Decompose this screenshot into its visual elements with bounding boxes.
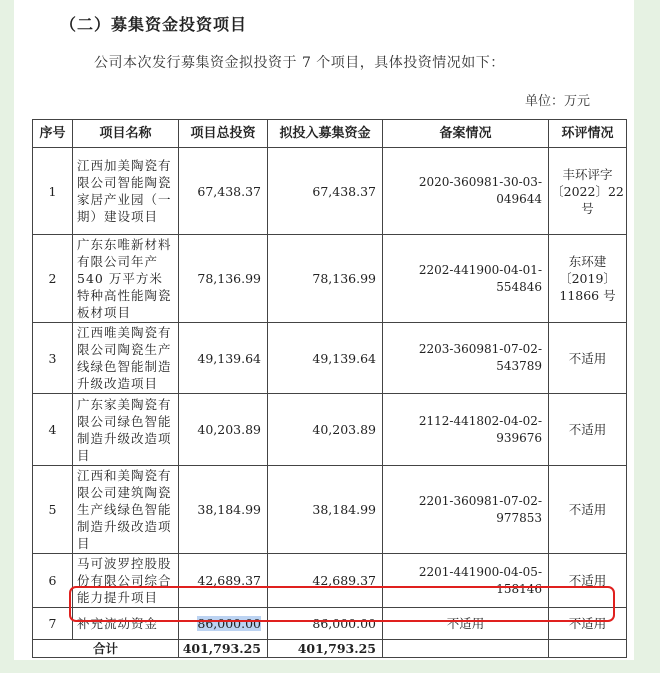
total-record-empty: [383, 640, 549, 658]
cell-total: 40,203.89: [179, 394, 268, 466]
cell-record: 2201-360981-07-02-977853: [383, 466, 549, 554]
cell-total[interactable]: [179, 608, 268, 640]
header-record: 备案情况: [383, 120, 549, 148]
cell-name: 广东家美陶瓷有限公司绿色智能制造升级改造项目: [73, 394, 179, 466]
cell-raised: 86,000.00: [268, 608, 383, 640]
cell-name: 江西加美陶瓷有限公司智能陶瓷家居产业园（一期）建设项目: [73, 148, 179, 235]
cell-raised: 38,184.99: [268, 466, 383, 554]
cell-record: 2201-441900-04-05-158146: [383, 554, 549, 608]
total-env-empty: [549, 640, 627, 658]
cell-raised: 67,438.37: [268, 148, 383, 235]
cell-env: 不适用: [549, 323, 627, 394]
cell-raised: 42,689.37: [268, 554, 383, 608]
cell-total: 42,689.37: [179, 554, 268, 608]
cell-no: 5: [33, 466, 73, 554]
total-raised: 401,793.25: [268, 640, 383, 658]
cell-no: 6: [33, 554, 73, 608]
cell-record: 不适用: [383, 608, 549, 640]
cell-env: 不适用: [549, 608, 627, 640]
cell-no: 7: [33, 608, 73, 640]
cell-total: 78,136.99: [179, 235, 268, 323]
cell-record: 2112-441802-04-02-939676: [383, 394, 549, 466]
cell-record: 2202-441900-04-01-554846: [383, 235, 549, 323]
table-row: [33, 323, 627, 394]
cell-total: 38,184.99: [179, 466, 268, 554]
cell-name: 马可波罗控股股份有限公司综合能力提升项目: [73, 554, 179, 608]
intro-text: 公司本次发行募集资金拟投资于 7 个项目，具体投资情况如下：: [94, 55, 505, 71]
cell-no: 4: [33, 394, 73, 466]
table-row: [33, 608, 627, 640]
cell-total: 49,139.64: [179, 323, 268, 394]
table-row: [33, 148, 627, 235]
table-row: [33, 554, 627, 608]
unit-label: 单位：万元: [524, 94, 590, 109]
cell-name: 江西唯美陶瓷有限公司陶瓷生产线绿色智能制造升级改造项目: [73, 323, 179, 394]
table-row: [33, 466, 627, 554]
cell-env: 东环建〔2019〕11866 号: [549, 235, 627, 323]
header-total: 项目总投资: [179, 120, 268, 148]
cell-total: 67,438.37: [179, 148, 268, 235]
cell-record: 2020-360981-30-03-049644: [383, 148, 549, 235]
cell-no: 2: [33, 235, 73, 323]
header-env: 环评情况: [549, 120, 627, 148]
highlighted-amount[interactable]: 86,000.00: [197, 616, 261, 631]
cell-name: 江西和美陶瓷有限公司建筑陶瓷生产线绿色智能制造升级改造项目: [73, 466, 179, 554]
table-row: [33, 235, 627, 323]
total-label: 合计: [33, 640, 179, 658]
header-raised: 拟投入募集资金: [268, 120, 383, 148]
cell-raised: 49,139.64: [268, 323, 383, 394]
header-no: 序号: [33, 120, 73, 148]
cell-env: 不适用: [549, 394, 627, 466]
cell-env: 不适用: [549, 466, 627, 554]
header-name: 项目名称: [73, 120, 179, 148]
cell-no: 3: [33, 323, 73, 394]
cell-env: 丰环评字〔2022〕22 号: [549, 148, 627, 235]
cell-raised: 78,136.99: [268, 235, 383, 323]
total-row: [33, 640, 627, 658]
section-title: （二）募集资金投资项目: [60, 15, 248, 34]
cell-raised: 40,203.89: [268, 394, 383, 466]
table-header-row: [33, 120, 627, 148]
total-amount: 401,793.25: [179, 640, 268, 658]
cell-name: 广东东唯新材料有限公司年产540 万平方米特种高性能陶瓷板材项目: [73, 235, 179, 323]
cell-name: 补充流动资金: [73, 608, 179, 640]
investment-table: [32, 119, 627, 658]
table-row: [33, 394, 627, 466]
cell-no: 1: [33, 148, 73, 235]
cell-record: 2203-360981-07-02-543789: [383, 323, 549, 394]
cell-env: 不适用: [549, 554, 627, 608]
